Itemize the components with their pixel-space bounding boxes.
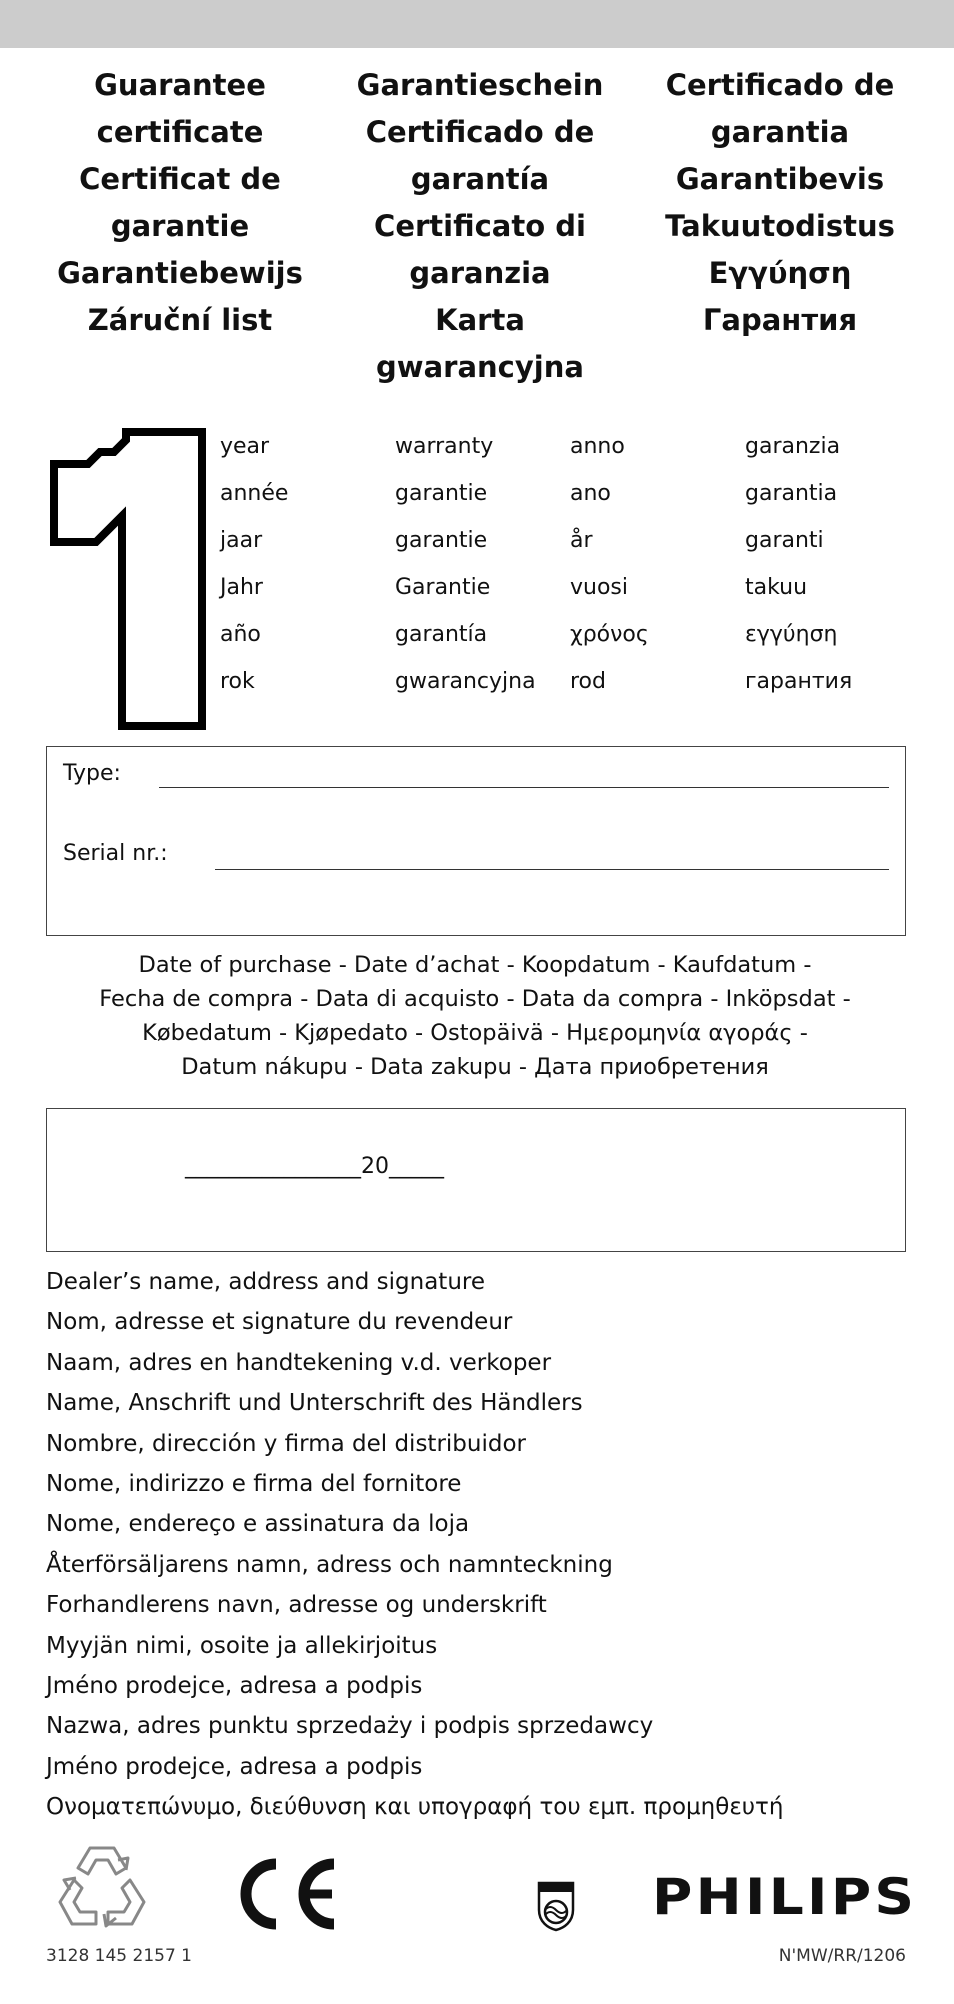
grid-row [220,423,920,470]
date-field[interactable]: ________________20_____ [185,1154,444,1179]
grid-cell: garantie [395,528,488,553]
date-of-purchase-labels [40,948,910,1084]
grid-row [220,564,920,611]
product-code: 3128 145 2157 1 [46,1946,193,1966]
grid-cell: ano [570,481,611,506]
serial-label: Serial nr.: [63,841,168,866]
dealer-line: Återförsäljarens namn, adress och namnteckning [46,1551,613,1578]
title-line: Certificat de [79,162,281,196]
dealer-line: Dealer’s name, address and signature [46,1269,485,1295]
title-line: Garantieschein [356,68,604,102]
dealer-line: Jméno prodejce, adresa a podpis [46,1673,423,1700]
title-column-2 [340,62,620,391]
warranty-grid [220,423,920,705]
dealer-line: Nome, indirizzo e firma del fornitore [46,1471,462,1498]
title-line: Certificado de [665,68,895,102]
title-column-1 [40,62,320,391]
title-line: gwarancyjna [376,350,584,384]
title-line: garantía [410,162,550,196]
dealer-line: Nombre, dirección y firma del distribuidor [46,1430,526,1457]
grid-cell: Jahr [220,575,263,600]
type-label: Type: [63,761,121,786]
grid-cell: garanti [745,528,824,553]
grid-cell: rok [220,669,255,694]
title-line: Garantibevis [675,162,885,196]
dealer-line: Forhandlerens navn, adresse og underskrift [46,1592,547,1619]
title-line: Záruční list [87,303,273,337]
grid-cell: vuosi [570,575,628,600]
grid-cell: garanzia [745,434,841,459]
grid-cell: garantie [395,481,488,506]
grid-cell: Garantie [395,575,491,600]
big-number-one [38,420,208,730]
dealer-line: Ονοματεπώνυμο, διεύθυνση και υπογραφή του εμπ. προμηθευτή [46,1794,784,1821]
dealer-line: Nazwa, adres punktu sprzedaży i podpis sprzedawcy [46,1713,654,1740]
dealer-line: Jméno prodejce, adresa a podpis [46,1753,423,1780]
grid-cell: jaar [220,528,263,553]
dealer-line: Name, Anschrift und Unterschrift des Händlers [46,1390,583,1417]
grid-cell: år [570,528,593,553]
product-info-box [46,746,906,936]
grid-row [220,517,920,564]
grid-cell: εγγύηση [745,622,838,647]
grid-cell: año [220,622,261,647]
title-line: garantie [110,209,250,243]
title-line: garanzia [409,256,551,290]
certificate-titles [40,62,920,391]
title-line: Certificado de [365,115,595,149]
title-line: Certificato di [374,209,586,243]
grid-cell: garantía [395,622,488,647]
grid-cell: takuu [745,575,808,600]
grid-cell: warranty [395,434,494,459]
ce-mark-icon [236,1858,342,1930]
grid-cell: anno [570,434,625,459]
philips-shield-icon [536,1880,576,1932]
top-bar [0,0,954,48]
recycle-icon [52,1840,152,1934]
grid-row [220,470,920,517]
title-line: Takuutodistus [665,209,895,243]
serial-field[interactable] [215,869,889,870]
document-code: N'MW/RR/1206 [778,1946,906,1966]
grid-cell: garantia [745,481,838,506]
dealer-signature-labels [46,1262,926,1828]
grid-cell: rod [570,669,606,694]
title-line: certificate [96,115,264,149]
date-label-line: Fecha de compra - Data di acquisto - Data da compra - Inköpsdat - [99,986,851,1012]
type-field[interactable] [159,787,889,788]
date-label-line: Datum nákupu - Data zakupu - Дата приобретения [181,1054,769,1080]
grid-row [220,611,920,658]
date-label-line: Date of purchase - Date d’achat - Koopdatum - Kaufdatum - [138,952,812,978]
title-line: Karta [435,303,525,337]
title-line: Гарантия [702,303,858,337]
title-line: Guarantee [94,68,266,102]
title-line: Garantiebewijs [57,256,303,290]
dealer-line: Nom, adresse et signature du revendeur [46,1309,513,1336]
date-box [46,1108,906,1252]
grid-cell: гарантия [745,669,853,694]
grid-cell: gwarancyjna [395,669,536,694]
grid-row [220,658,920,705]
title-line: Εγγύηση [708,256,852,290]
dealer-line: Nome, endereço e assinatura da loja [46,1511,470,1538]
grid-cell: year [220,434,270,459]
dealer-line: Naam, adres en handtekening v.d. verkoper [46,1349,552,1376]
title-column-3 [640,62,920,391]
date-label-line: Købedatum - Kjøpedato - Ostopäivä - Ημερομηνία αγοράς - [142,1020,808,1046]
title-line: garantia [710,115,850,149]
philips-logo: PHILIPS [652,1868,918,1926]
grid-cell: année [220,481,289,506]
dealer-line: Myyjän nimi, osoite ja allekirjoitus [46,1632,438,1659]
grid-cell: χρόνος [570,622,649,647]
